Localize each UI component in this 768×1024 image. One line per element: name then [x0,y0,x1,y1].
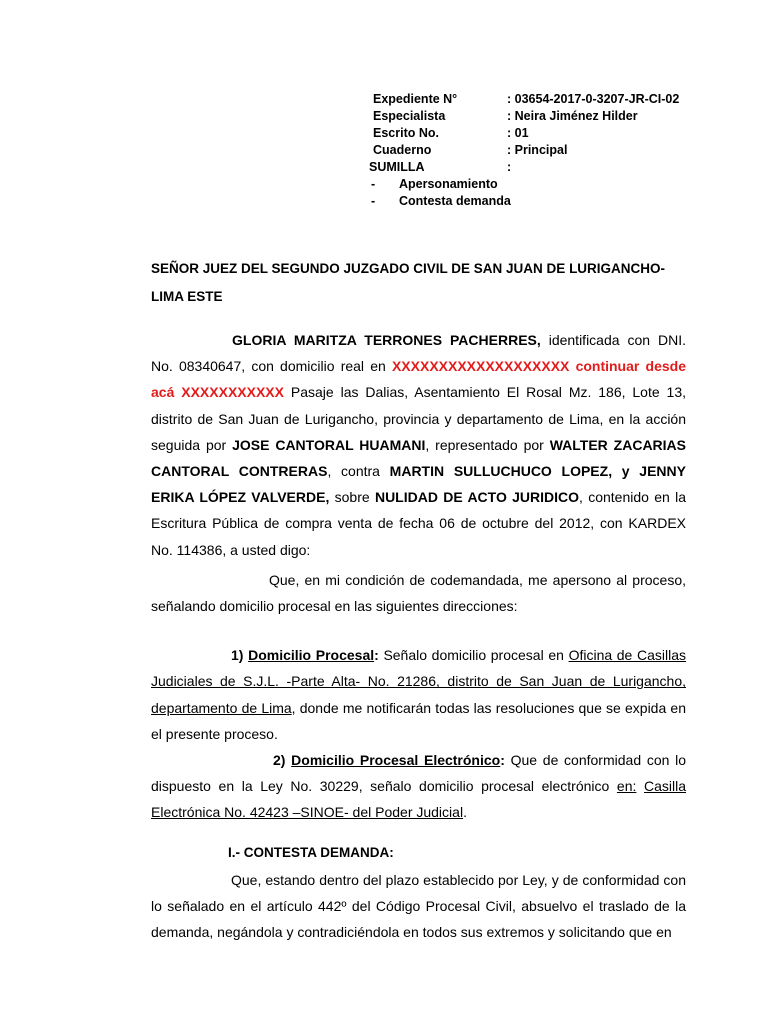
value-cuaderno: : Principal [507,143,568,157]
document-body [151,327,686,826]
list-dash: - [371,177,376,191]
item-title: Domicilio Procesal [248,647,375,664]
value-escrito: : 01 [507,126,529,140]
intro-text: , contra [327,463,390,480]
contesta-paragraph: Que, estando dentro del plazo establecido por Ley, y de conformidad con lo señalado en el artículo 442º del Código Procesal Civil, absuelvo el traslado de la demanda, negándola y contradiciéndola en todos sus extremos y solicitando que en [151,872,686,941]
representative-name: WALTER ZACARIAS CANTORAL CONTRERAS [151,436,686,480]
codefendants-names: MARTIN SULLUCHUCO LOPEZ, y JENNY ERIKA LÓPEZ VALVERDE, [151,463,686,506]
item-underlined-en: en: [616,778,637,795]
header-labels [373,91,457,159]
list-dash: - [371,194,376,208]
item-title: Domicilio Procesal Electrónico [291,752,501,769]
document-body-continued [151,867,686,946]
intro-paragraph [151,327,686,563]
sumilla-item [371,193,511,210]
sumilla-item [371,176,511,193]
item-text: Que de conformidad con lo dispuesto en la Ley No. 30229, señalo domicilio procesal electrónico [151,752,686,795]
label-cuaderno: Cuaderno [373,143,432,157]
intro-text: identificada con DNI. No. 08340647, con domicilio real en [151,332,686,375]
item-colon: : [374,647,379,664]
case-matter: NULIDAD DE ACTO JURIDICO [374,489,580,506]
sumilla-list [371,176,511,210]
placeholder-highlight: XXXXXXXXXXXXXXXXXXX continuar desde acá XXXXXXXXXXX [151,358,686,401]
label-sumilla: SUMILLA [369,160,425,174]
item-domicilio-procesal [151,642,686,747]
plaintiff-name: JOSE CANTORAL HUAMANI [232,436,426,453]
item-domicilio-electronico [151,747,686,826]
label-especialista: Especialista [373,109,446,123]
section-heading: I.- CONTESTA DEMANDA: [228,845,394,860]
sumilla-item-label: Apersonamiento [399,177,498,191]
item-colon: : [500,752,505,769]
item-text: , donde me notificarán todas las resoluciones que se expida en el presente proceso. [151,699,686,742]
item-text: . [463,804,467,821]
value-expediente: : 03654-2017-0-3207-JR-CI-02 [507,92,680,106]
addressee-heading: SEÑOR JUEZ DEL SEGUNDO JUZGADO CIVIL DE SAN JUAN DE LURIGANCHO-LIMA ESTE [151,261,666,304]
item-casilla-underlined: Casilla Electrónica No. 42423 –SINOE- del Poder Judicial [151,778,687,821]
sumilla-item-label: Contesta demanda [399,194,511,208]
header-values [507,91,679,176]
appearance-paragraph: Que, en mi condición de codemandada, me apersono al proceso, señalando domicilio procesal en las siguientes direcciones: [151,571,686,615]
intro-text: , contenido en la Escritura Pública de compra venta de fecha 06 de octubre del 2012, con KARDEX No. 114386, a usted digo: [151,489,686,558]
intro-text: sobre [329,489,375,506]
item-number: 1) [231,647,249,664]
label-escrito: Escrito No. [373,126,439,140]
item-address-underlined: Oficina de Casillas Judiciales de S.J.L. -Parte Alta- No. 21286, distrito de San Juan de Lurigancho, departamento de Lima [151,647,687,716]
label-expediente: Expediente N° [373,92,458,106]
value-sumilla: : [507,160,512,174]
defendant-name: GLORIA MARITZA TERRONES PACHERRES, [232,332,541,348]
item-number: 2) [273,752,292,769]
intro-text: Pasaje las Dalias, Asentamiento El Rosal Mz. 186, Lote 13, distrito de San Juan de Lurigancho, provincia y departamento de Lima, en la acción seguida por [151,384,687,453]
intro-text: , representado por [425,436,550,453]
item-text: Señalo domicilio procesal en [378,647,569,664]
value-especialista: : Neira Jiménez Hilder [507,109,638,123]
item-text [636,778,644,794]
